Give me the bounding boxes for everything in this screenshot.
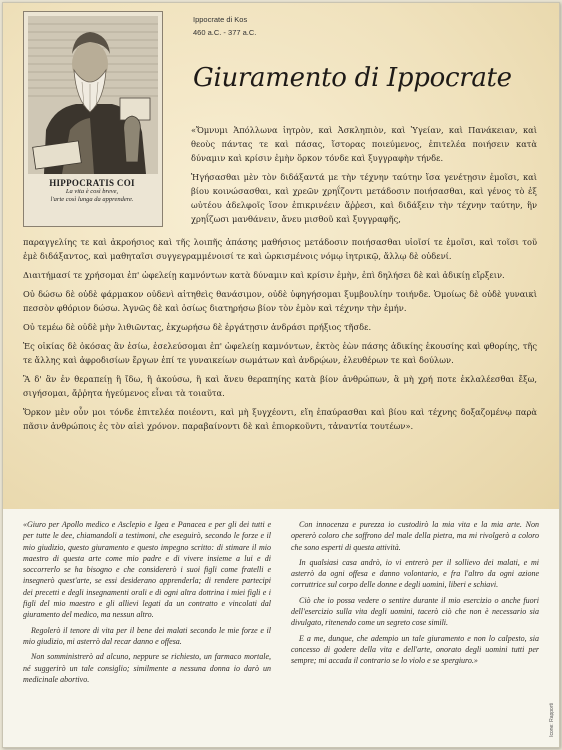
author-meta [193, 13, 256, 39]
portrait-caption-line2: l'arte così lunga da apprendere. [50, 196, 134, 203]
greek-paragraph: Διαιτήμασί τε χρήσομαι ἐπ' ὠφελείῃ καμνόντων κατὰ δύναμιν καὶ κρίσιν ἐμὴν, ἐπὶ δηλήσει δὲ καὶ ἀδικίῃ εἴρξειν. [23, 270, 505, 280]
document-page [2, 2, 560, 748]
hippocrates-portrait [23, 11, 163, 227]
portrait-caption-name: HIPPOCRATIS COI [49, 178, 135, 188]
portrait-caption-line1: La vita è così breve, [65, 188, 119, 195]
greek-paragraph: παραγγελίης τε καὶ ἀκροήσιος καὶ τῆς λοιπῆς ἁπάσης μαθήσιος μετάδοσιν ποιήσασθαι υἱοῖσί τε ἐμοῖσι, καὶ τοῖσι τοῦ ἐμὲ διδάξαντος, καὶ μαθηταῖσι συγγεγραμμένοισί τε καὶ ὡρκισμένοις νόμῳ ἰητρικῷ, ἄλλῳ δὲ οὐδενί. [23, 237, 537, 261]
greek-paragraph: Ἐς οἰκίας δὲ ὁκόσας ἂν ἐσίω, ἐσελεύσομαι ἐπ' ὠφελείῃ καμνόντων, ἐκτὸς ἐὼν πάσης ἀδικίης ἑκουσίης καὶ φθορίης, τῆς τε ἄλλης καὶ ἀφροδισίων ἔργων ἐπί τε γυναικείων σωμάτων καὶ ἀνδρῴων, ἐλευθέρων τε καὶ δούλων. [23, 341, 537, 365]
greek-paragraph: Ὅρκον μὲν οὖν μοι τόνδε ἐπιτελέα ποιέοντι, καὶ μὴ ξυγχέοντι, εἴη ἐπαύρασθαι καὶ βίου καὶ τέχνης δοξαζομένῳ παρὰ πᾶσιν ἀνθρώποις ἐς τὸν αἰεὶ χρόνον. παραβαίνοντι δὲ καὶ ἐπιορκοῦντι, τἀναντία τουτέων». [23, 407, 537, 431]
greek-paragraph: «Ὄμνυμι Ἀπόλλωνα ἰητρὸν, καὶ Ἀσκληπιὸν, καὶ Ὑγείαν, καὶ Πανάκειαν, καὶ θεοὺς πάντας τε καὶ πάσας, ἵστορας ποιεύμενος, ἐπιτελέα ποιήσειν κατὰ δύναμιν καὶ κρίσιν ἐμὴν ὅρκον τόνδε καὶ ξυγγραφὴν τήνδε. [191, 125, 537, 163]
italian-paragraph: Ciò che io possa vedere o sentire durante il mio esercizio o anche fuori dell'esercizio sulla vita degli uomini, tacerò ciò che non è necessario sia divulgato, ritenendo come un segreto cose simili. [291, 595, 539, 628]
author-dates: 460 a.C. - 377 a.C. [193, 28, 257, 37]
page-title: Giuramento di Ippocrate [193, 63, 512, 93]
image-credit: Icone: Rapporti [549, 703, 555, 737]
italian-column-left [23, 519, 271, 689]
italian-column-right [291, 519, 539, 671]
italian-paragraph: «Giuro per Apollo medico e Asclepio e Igea e Panacea e per gli dei tutti e per tutte le dee, chiamandoli a testimoni, che eseguirò, secondo le forze e il mio giudizio, questo giuramento e questo impegno scritto: di stimare il mio maestro di questa arte come mio padre e di vivere insieme a lui e di soccorrerlo se ha bisogno e che considererò i suoi figli come fratelli e insegnerò quest'arte, se essi desiderano apprenderla; di rendere partecipi dei precetti e degli insegnamenti orali e di ogni altra dottrina i miei figli e i figli del mio maestro e gli allievi legati da un contratto e vincolati dal giuramento del medico, ma nessun altro. [23, 520, 271, 620]
greek-paragraph: Οὐ δώσω δὲ οὐδὲ φάρμακον οὐδενὶ αἰτηθεὶς θανάσιμον, οὐδὲ ὑφηγήσομαι ξυμβουλίην τοιήνδε. Ὁμοίως δὲ οὐδὲ γυναικὶ πεσσὸν φθόριον δώσω. Ἁγνῶς δὲ καὶ ὁσίως διατηρήσω βίον τὸν ἐμὸν καὶ τέχνην τὴν ἐμήν. [23, 289, 537, 313]
author-name: Ippocrate di Kos [193, 15, 248, 24]
greek-text-full [23, 235, 537, 438]
greek-paragraph: Ἃ δ' ἂν ἐν θεραπείῃ ἢ ἴδω, ἢ ἀκούσω, ἢ καὶ ἄνευ θεραπηίης κατὰ βίον ἀνθρώπων, ἃ μὴ χρή ποτε ἐκλαλέεσθαι ἔξω, σιγήσομαι, ἄῤῥητα ἡγεύμενος εἶναι τὰ τοιαῦτα. [23, 374, 537, 398]
italian-paragraph: E a me, dunque, che adempio un tale giuramento e non lo calpesto, sia concesso di godere della vita e dell'arte, onorato degli uomini tutti per sempre; mi accada il contrario se lo violo e se spergiuro.» [291, 633, 539, 666]
italian-paragraph: Non somministrerò ad alcuno, neppure se richiesto, un farmaco mortale, né suggerirò un tale consiglio; similmente a nessuna donna io darò un medicinale abortivo. [23, 652, 271, 684]
greek-paragraph: Οὐ τεμέω δὲ οὐδὲ μὴν λιθιῶντας, ἐκχωρήσω δὲ ἐργάτῃσιν ἀνδράσι πρήξιος τῆσδε. [23, 322, 372, 332]
italian-paragraph: In qualsiasi casa andrò, io vi entrerò per il sollievo dei malati, e mi asterrò da ogni offesa e danno volontario, e fra l'altro da ogni azione corruttrice sul corpo delle donne e degli uomini, liberi e schiavi. [291, 557, 539, 590]
portrait-caption [30, 178, 154, 204]
italian-paragraph: Regolerò il tenore di vita per il bene dei malati secondo le mie forze e il mio giudizio, mi asterrò dal recar danno e offesa. [23, 625, 271, 646]
greek-paragraph: Ἡγήσασθαι μὲν τὸν διδάξαντά με τὴν τέχνην ταύτην ἴσα γενέτῃσιν ἐμοῖσι, καὶ βίου κοινώσασθαι, καὶ χρεῶν χρηΐζοντι μετάδοσιν ποιήσασθαι, καὶ γένος τὸ ἐξ ωὐτέου ἀδελφοῖς ἴσον ἐπικρινέειν ἄῤῥεσι, καὶ διδάξειν τὴν τέχνην ταύτην, ἢν χρηΐζωσι μανθάνειν, ἄνευ μισθοῦ καὶ ξυγγραφῆς, [191, 172, 537, 224]
italian-paragraph: Con innocenza e purezza io custodirò la mia vita e la mia arte. Non opererò coloro che soffrono del male della pietra, ma mi rivolgerò a coloro che sono esperti di questa attività. [291, 520, 539, 552]
greek-text-top [191, 123, 537, 226]
